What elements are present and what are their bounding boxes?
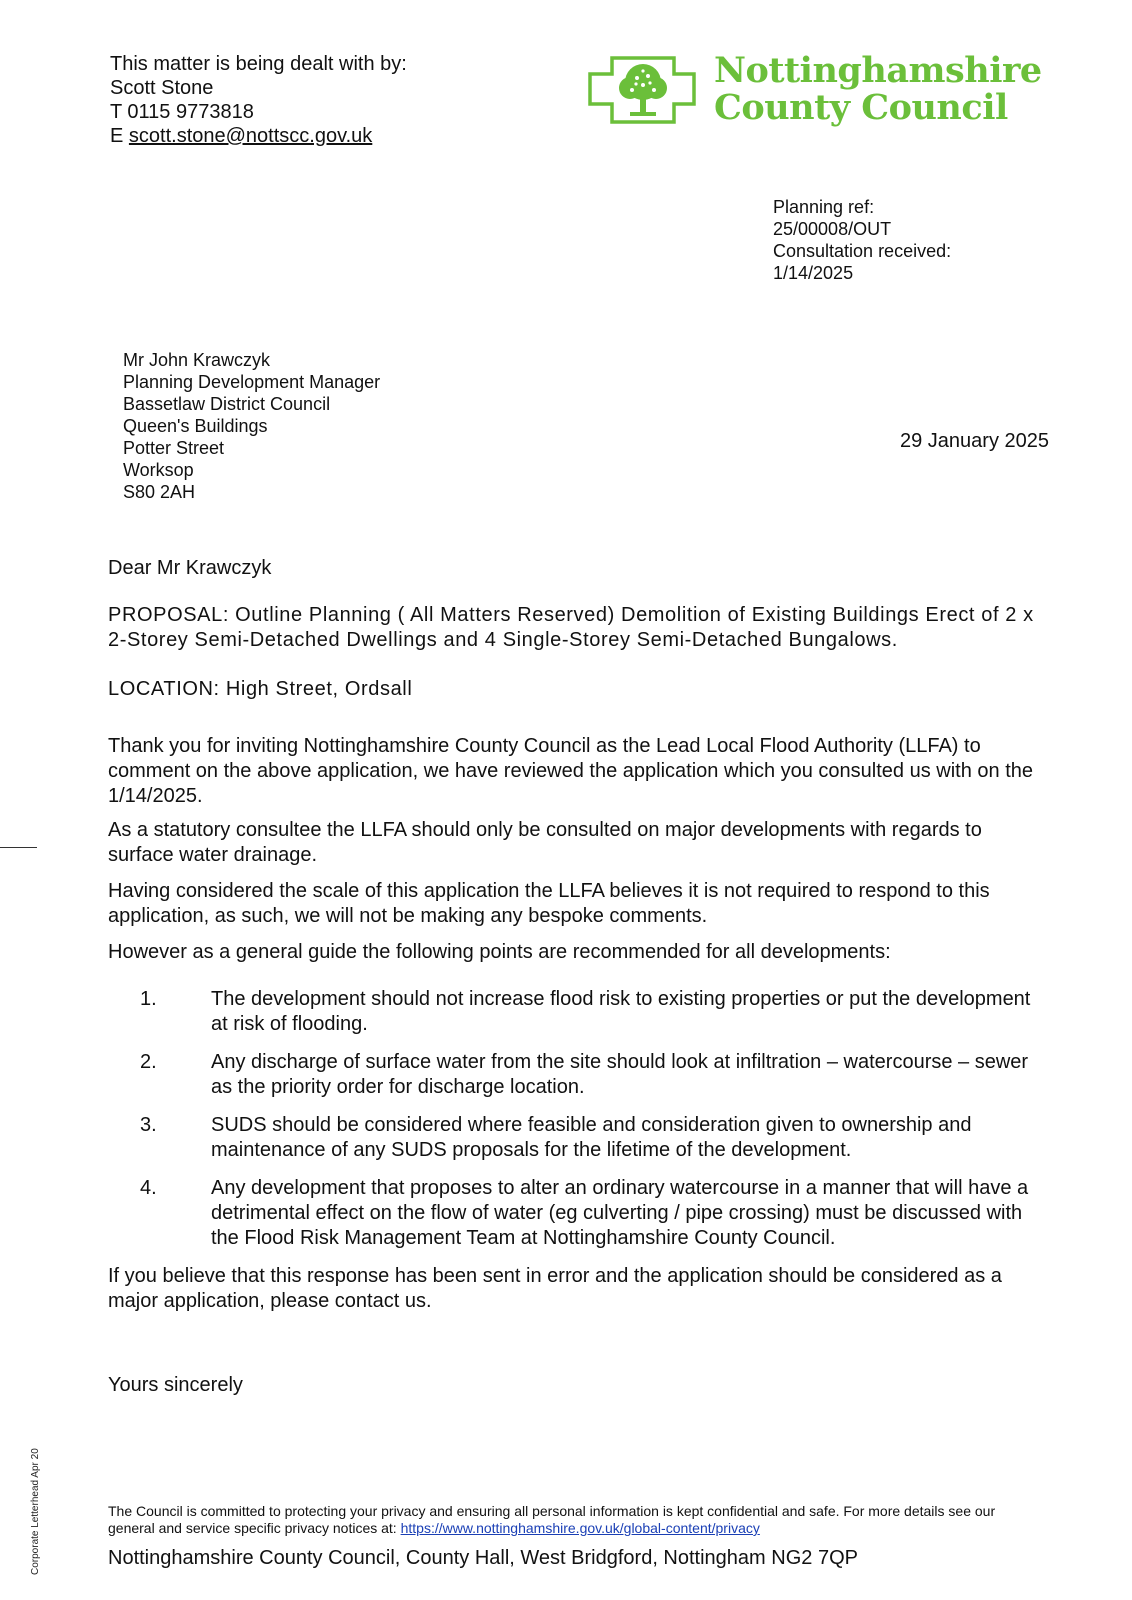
recipient-line: Bassetlaw District Council: [123, 394, 331, 414]
list-text: SUDS should be considered where feasible and consideration given to ownership and maintenance of any SUDS proposals for the lifetime of the development.: [211, 1114, 972, 1161]
recommendation-list: [108, 987, 1038, 1264]
contact-name: Scott Stone: [110, 77, 214, 99]
closing-paragraph: If you believe that this response has been sent in error and the application should be considered as a major application, please contact us.: [108, 1265, 1002, 1312]
list-text: Any discharge of surface water from the site should look at infiltration – watercourse – sewer as the priority order for discharge location.: [211, 1051, 1029, 1098]
paragraph-scale: Having considered the scale of this application the LLFA believes it is not required to respond to this application, as such, we will not be making any bespoke comments.: [108, 880, 990, 927]
consultation-date: 1/14/2025: [773, 263, 854, 283]
recipient-line: Potter Street: [123, 438, 225, 458]
list-number: 3.: [140, 1114, 157, 1136]
list-number: 2.: [140, 1051, 157, 1073]
planning-ref-value: 25/00008/OUT: [773, 219, 892, 239]
reference-block: [773, 196, 951, 284]
recipient-line: Mr John Krawczyk: [123, 350, 271, 370]
planning-ref-label: Planning ref:: [773, 197, 875, 217]
recipient-line: Queen's Buildings: [123, 416, 268, 436]
recipient-line: Planning Development Manager: [123, 372, 381, 392]
council-logo: [582, 50, 1042, 130]
letterhead-note: Corporate Letterhead Apr 20: [30, 1448, 41, 1575]
consultation-label: Consultation received:: [773, 241, 952, 261]
list-number: 1.: [140, 988, 157, 1010]
privacy-notice: [108, 1503, 1038, 1537]
contact-phone: T 0115 9773818: [110, 101, 254, 123]
paragraph-guide: However as a general guide the following points are recommended for all developments:: [108, 941, 891, 963]
sign-off: Yours sincerely: [108, 1374, 243, 1396]
letter-date: 29 January 2025: [900, 430, 1050, 452]
contact-intro: This matter is being dealt with by:: [110, 53, 407, 75]
list-item: [108, 1050, 1038, 1100]
salutation: Dear Mr Krawczyk: [108, 557, 272, 579]
paragraph-statutory: As a statutory consultee the LLFA should only be consulted on major developments with regards to surface water drainage.: [108, 819, 982, 866]
contact-email-line: [110, 124, 407, 148]
council-address: Nottinghamshire County Council, County Hall, West Bridgford, Nottingham NG2 7QP: [108, 1547, 858, 1569]
recipient-line: Worksop: [123, 460, 194, 480]
list-text: The development should not increase flood risk to existing properties or put the development at risk of flooding.: [211, 988, 1031, 1035]
logo-line-2: County Council: [714, 87, 1008, 128]
logo-line-1: Nottinghamshire: [714, 50, 1042, 91]
list-text: Any development that proposes to alter an ordinary watercourse in a manner that will have a detrimental effect on the flow of water (eg culverting / pipe crossing) must be discussed with the Flood Risk Management Team at Nottinghamshire County Council.: [211, 1177, 1029, 1249]
fold-mark: [0, 847, 37, 848]
paragraph-intro: Thank you for inviting Nottinghamshire County Council as the Lead Local Flood Authority (LLFA) to comment on the above application, we have reviewed the application which you consulted us with on the 1/14/2025.: [108, 735, 1034, 807]
privacy-text: The Council is committed to protecting your privacy and ensuring all personal information is kept confidential and safe. For more details see our general and service specific privacy notices at:: [108, 1503, 996, 1536]
list-item: [108, 1113, 1038, 1163]
contact-email-link[interactable]: scott.stone@nottscc.gov.uk: [128, 125, 373, 147]
list-item: [108, 987, 1038, 1037]
contact-block: [110, 52, 407, 148]
privacy-link[interactable]: https://www.nottinghamshire.gov.uk/global-content/privacy: [400, 1520, 760, 1536]
email-prefix: E: [110, 125, 129, 147]
recipient-address: [123, 349, 380, 503]
proposal-text: PROPOSAL: Outline Planning ( All Matters Reserved) Demolition of Existing Buildings Erect of 2 x 2-Storey Semi-Detached Dwellings and 4 Single-Storey Semi-Detached Bungalows.: [108, 604, 1034, 651]
list-item: [108, 1176, 1038, 1251]
logo-text: [714, 52, 1042, 126]
recipient-line: S80 2AH: [123, 482, 196, 502]
location-text: LOCATION: High Street, Ordsall: [108, 678, 413, 700]
tree-emblem-icon: [582, 52, 704, 130]
list-number: 4.: [140, 1177, 157, 1199]
